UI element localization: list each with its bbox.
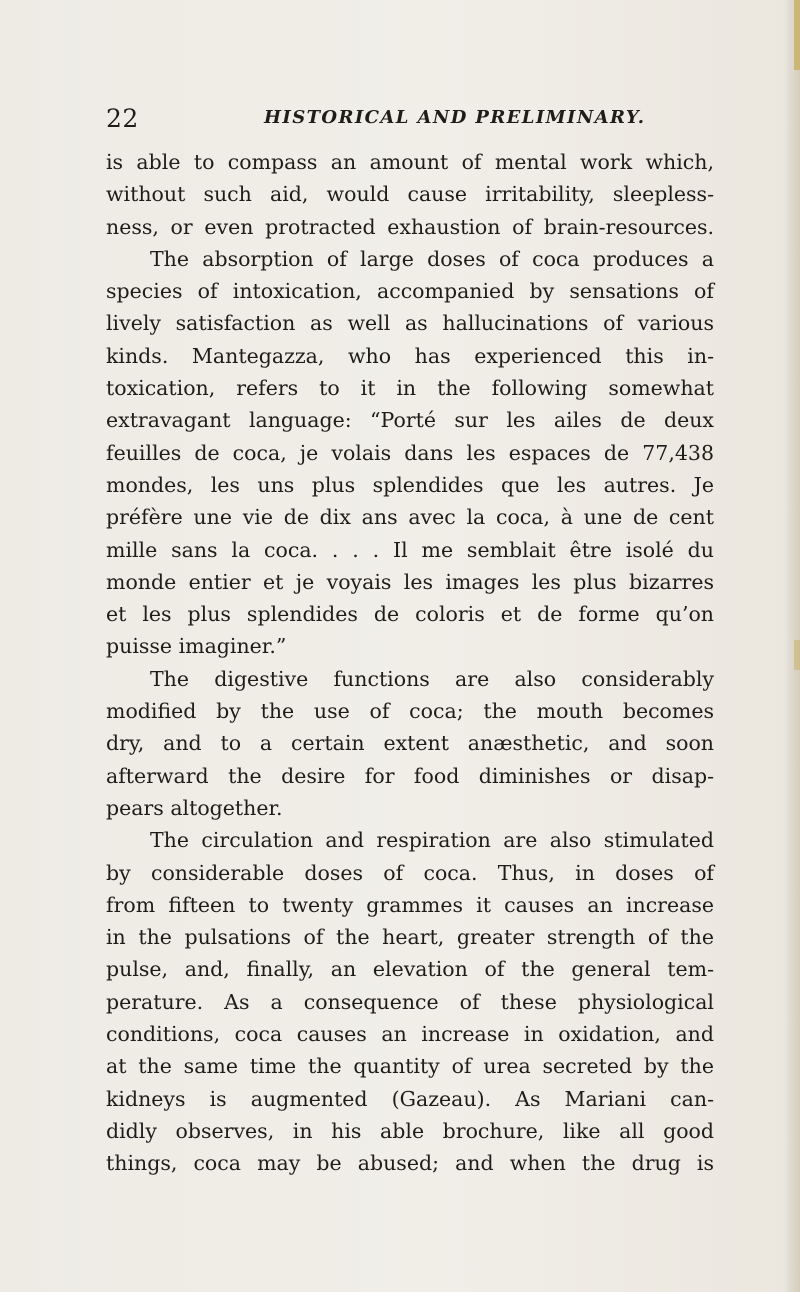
- page-header: [106, 104, 706, 134]
- text-line: species of intoxication, accompanied by sensations of: [106, 279, 714, 304]
- text-line: by considerable doses of coca. Thus, in doses of: [106, 860, 714, 885]
- text-line: monde entier et je voyais les images les plus bizarres: [106, 569, 714, 594]
- text-line: ness, or even protracted exhaustion of brain-resources.: [106, 214, 714, 239]
- text-line: feuilles de coca, je volais dans les espaces de 77,438: [106, 440, 714, 465]
- text-line: The digestive functions are also considerably: [150, 666, 714, 691]
- text-line: without such aid, would cause irritability, sleepless-: [106, 182, 714, 207]
- text-line: at the same time the quantity of urea secreted by the: [106, 1054, 714, 1079]
- text-line: afterward the desire for food diminishes or disap-: [106, 763, 714, 788]
- running-title: HISTORICAL AND PRELIMINARY.: [264, 107, 646, 128]
- text-line: dry, and to a certain extent anæsthetic, and soon: [106, 731, 714, 756]
- text-line: modified by the use of coca; the mouth becomes: [106, 699, 714, 724]
- page-edge-stain: [794, 0, 800, 70]
- text-line: pears altogether.: [106, 795, 283, 820]
- text-line: perature. As a consequence of these physiological: [106, 989, 714, 1014]
- text-line: is able to compass an amount of mental work which,: [106, 150, 714, 174]
- text-line: pulse, and, finally, an elevation of the general tem-: [106, 957, 714, 982]
- text-line: lively satisfaction as well as hallucinations of various: [106, 311, 714, 336]
- page-number: 22: [106, 104, 139, 133]
- body-text: [106, 146, 714, 1180]
- text-line: et les plus splendides de coloris et de forme qu’on: [106, 602, 714, 627]
- text-line: puisse imaginer.”: [106, 634, 287, 659]
- text-line: from fifteen to twenty grammes it causes an increase: [106, 892, 714, 917]
- text-line: in the pulsations of the heart, greater strength of the: [106, 925, 714, 950]
- text-line: things, coca may be abused; and when the drug is: [106, 1151, 714, 1176]
- text-line: extravagant language: “Porté sur les ailes de deux: [106, 408, 714, 433]
- text-line: kinds. Mantegazza, who has experienced this in-: [106, 343, 714, 368]
- text-line: préfère une vie de dix ans avec la coca, à une de cent: [106, 505, 714, 530]
- text-line: didly observes, in his able brochure, like all good: [106, 1118, 714, 1143]
- text-line: mille sans la coca. . . . Il me semblait être isolé du: [106, 537, 714, 562]
- text-line: mondes, les uns plus splendides que les autres. Je: [106, 472, 714, 497]
- text-line: toxication, refers to it in the following somewhat: [106, 376, 714, 401]
- text-line: The absorption of large doses of coca produces a: [150, 246, 714, 271]
- page-edge-stain: [794, 640, 800, 670]
- text-line: The circulation and respiration are also stimulated: [150, 828, 714, 853]
- text-line: kidneys is augmented (Gazeau). As Mariani can-: [106, 1086, 714, 1111]
- text-line: conditions, coca causes an increase in oxidation, and: [106, 1022, 714, 1047]
